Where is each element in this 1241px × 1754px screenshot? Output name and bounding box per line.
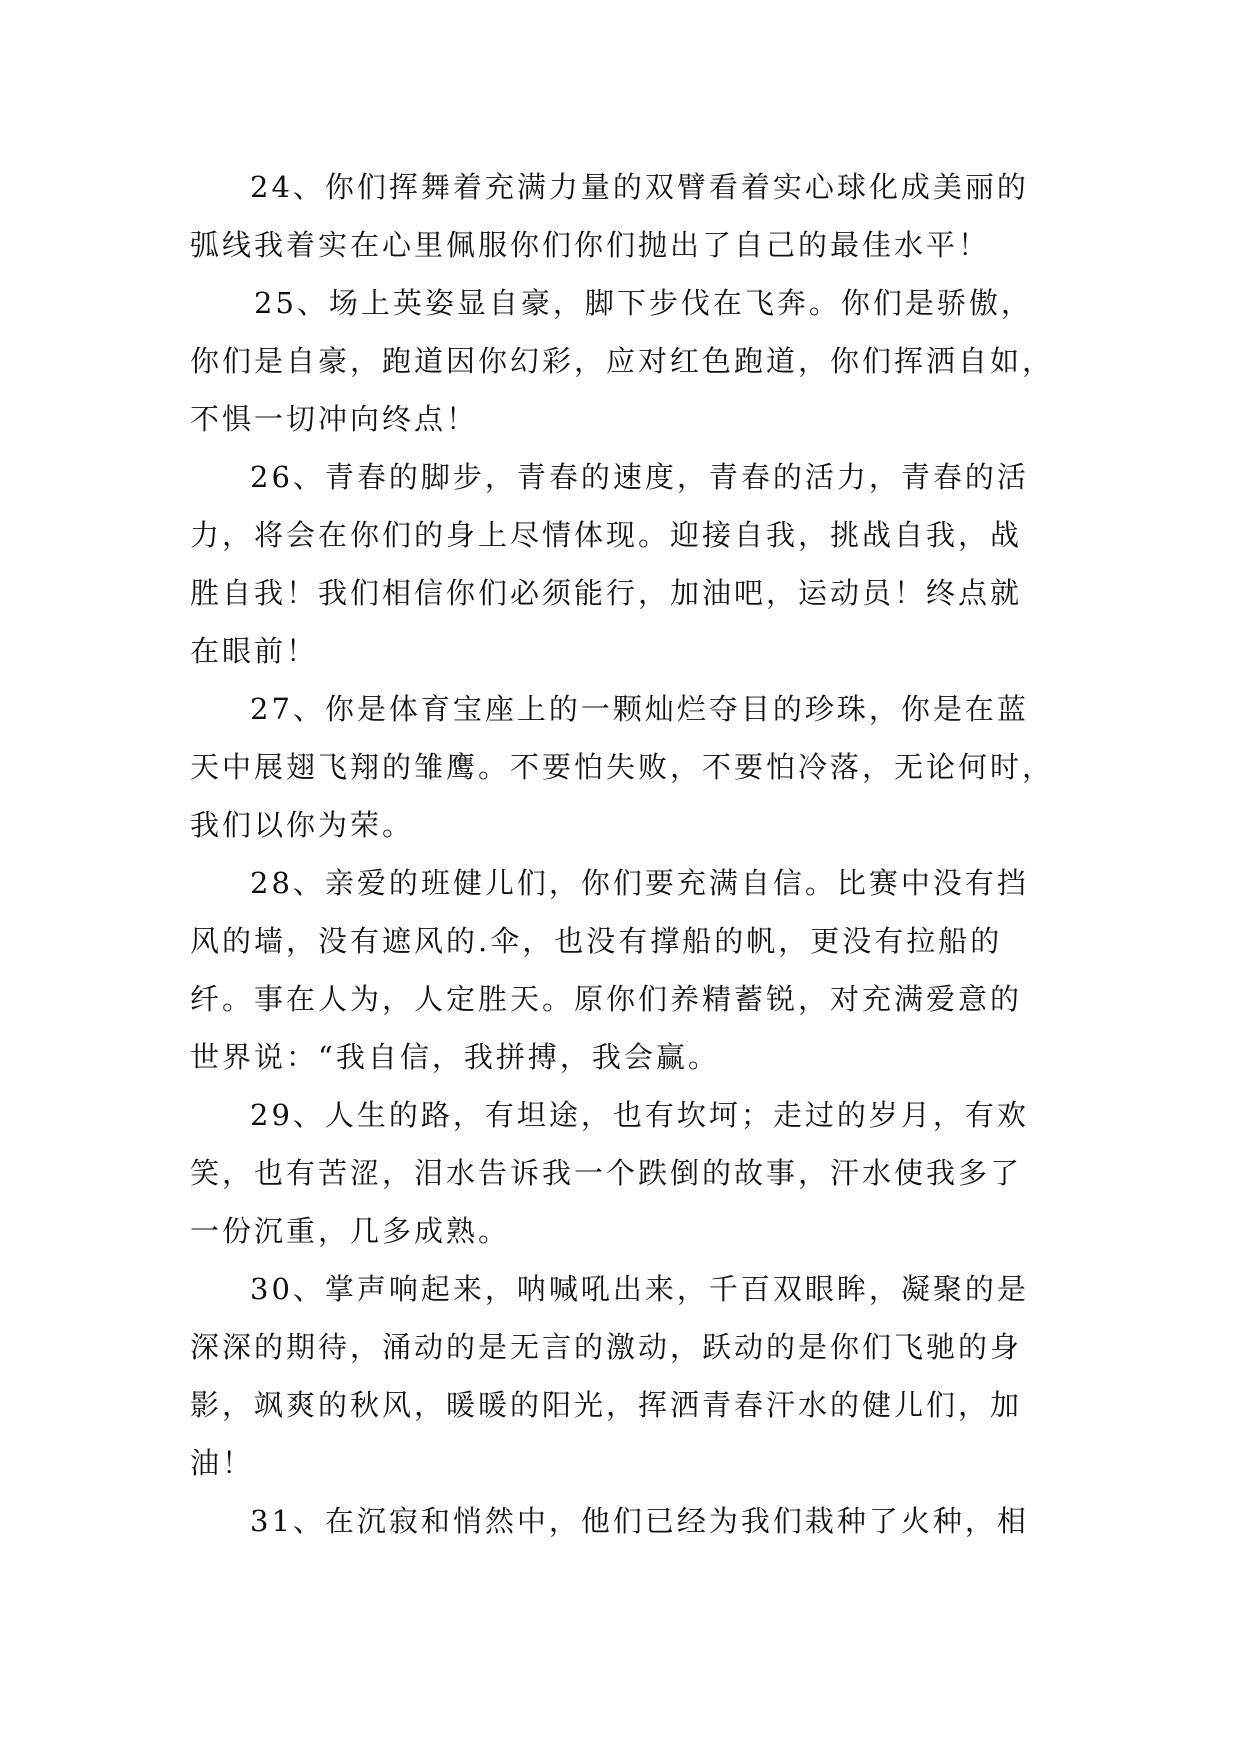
paragraph-29 bbox=[190, 1086, 1070, 1260]
paragraph-26 bbox=[190, 448, 1070, 680]
paragraph-line: 26、青春的脚步，青春的速度，青春的活力，青春的活 bbox=[250, 460, 1029, 494]
paragraph-line: 29、人生的路，有坦途，也有坎坷；走过的岁月，有欢 bbox=[250, 1098, 1029, 1132]
paragraph-line: 我们以你为荣。 bbox=[190, 808, 415, 842]
paragraph-31 bbox=[190, 1492, 1070, 1550]
paragraph-line: 笑，也有苦涩，泪水告诉我一个跌倒的故事，汗水使我多了 bbox=[190, 1156, 1023, 1190]
paragraph-line: 影，飒爽的秋风，暖暖的阳光，挥洒青春汗水的健儿们，加 bbox=[190, 1388, 1023, 1422]
paragraph-line: 28、亲爱的班健儿们，你们要充满自信。比赛中没有挡 bbox=[250, 866, 1029, 900]
paragraph-line: 力，将会在你们的身上尽情体现。迎接自我，挑战自我，战 bbox=[190, 518, 1023, 552]
paragraph-27 bbox=[190, 680, 1070, 854]
document-body bbox=[190, 158, 1070, 1550]
paragraph-line: 纤。事在人为，人定胜天。原你们养精蓄锐，对充满爱意的 bbox=[190, 982, 1023, 1016]
paragraph-line: 弧线我着实在心里佩服你们你们抛出了自己的最佳水平！ bbox=[190, 228, 991, 262]
paragraph-30 bbox=[190, 1260, 1070, 1492]
paragraph-line: 不惧一切冲向终点！ bbox=[190, 402, 479, 436]
paragraph-line: 在眼前！ bbox=[190, 634, 319, 668]
paragraph-line: 你们是自豪，跑道因你幻彩，应对红色跑道，你们挥洒自如， bbox=[190, 344, 1055, 378]
paragraph-line: 风的墙，没有遮风的.伞，也没有撑船的帆，更没有拉船的 bbox=[190, 924, 1003, 958]
paragraph-line: 深深的期待，涌动的是无言的激动，跃动的是你们飞驰的身 bbox=[190, 1330, 1023, 1364]
paragraph-line: 胜自我！我们相信你们必须能行，加油吧，运动员！终点就 bbox=[190, 576, 1023, 610]
paragraph-line: 24、你们挥舞着充满力量的双臂看着实心球化成美丽的 bbox=[250, 170, 1029, 204]
paragraph-25 bbox=[190, 274, 1070, 448]
paragraph-28 bbox=[190, 854, 1070, 1086]
paragraph-line: 一份沉重，几多成熟。 bbox=[190, 1214, 511, 1248]
paragraph-line: 27、你是体育宝座上的一颗灿烂夺目的珍珠，你是在蓝 bbox=[250, 692, 1029, 726]
paragraph-24 bbox=[190, 158, 1070, 274]
paragraph-line: 油！ bbox=[190, 1446, 255, 1480]
paragraph-line: 天中展翅飞翔的雏鹰。不要怕失败，不要怕冷落，无论何时， bbox=[190, 750, 1055, 784]
paragraph-line: 31、在沉寂和悄然中，他们已经为我们栽种了火种，相 bbox=[250, 1504, 1029, 1538]
paragraph-line: 世界说：“我自信，我拼搏，我会赢。 bbox=[190, 1040, 720, 1074]
paragraph-line: 30、掌声响起来，呐喊吼出来，千百双眼眸，凝聚的是 bbox=[250, 1272, 1029, 1306]
paragraph-line: 25、场上英姿显自豪，脚下步伐在飞奔。你们是骄傲， bbox=[254, 286, 1033, 320]
